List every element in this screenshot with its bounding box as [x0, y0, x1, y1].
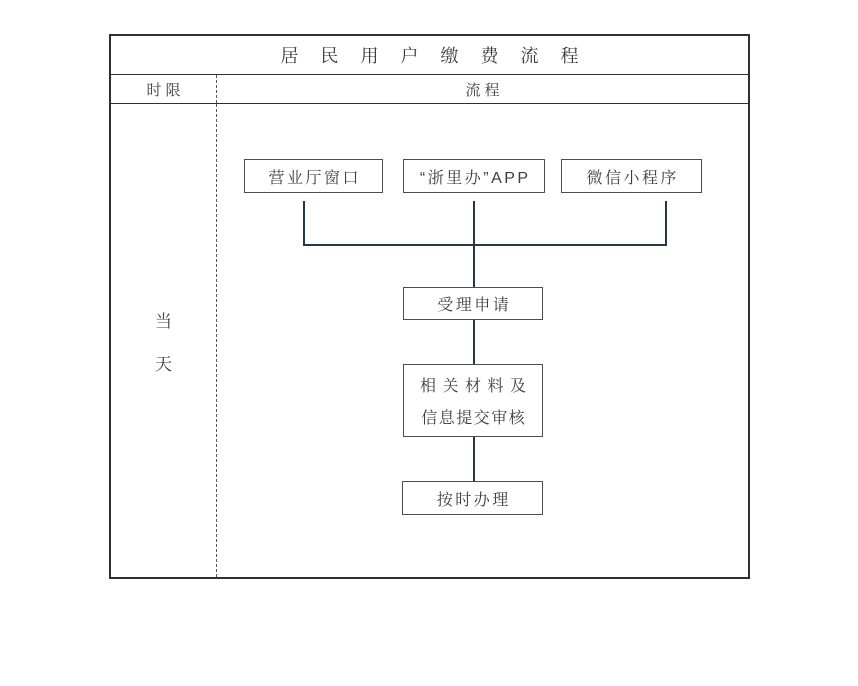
flow-box-materials-review: [403, 364, 543, 437]
flow-box-handle-on-time-label: 按时办理: [436, 491, 511, 509]
flow-box-materials-review-line1: 相关材料及: [419, 378, 533, 395]
connector-stub-left: [303, 201, 305, 246]
page-title: 居民用户缴费流程: [280, 46, 601, 66]
connector-step2-step3: [473, 437, 475, 481]
connector-middle-drop: [473, 201, 475, 287]
time-limit-char-1: 当: [155, 311, 172, 331]
connector-merge-horizontal: [303, 244, 666, 246]
flow-box-wechat-miniprogram-label: 微信小程序: [586, 169, 679, 187]
connector-step1-step2: [473, 320, 475, 364]
flow-box-accept-application: [403, 287, 543, 320]
header-cell-process: [217, 75, 748, 103]
flow-box-handle-on-time: [402, 481, 543, 515]
flow-box-accept-application-label: 受理申请: [437, 297, 512, 314]
flow-box-business-hall-label: 营业厅窗口: [268, 169, 361, 187]
flow-box-wechat-miniprogram: [561, 159, 702, 193]
flow-box-zheliban-app: [403, 159, 545, 193]
flow-box-materials-review-line2: 信息提交审核: [421, 410, 527, 427]
flow-box-business-hall: [244, 159, 383, 193]
process-header-label: 流程: [465, 81, 504, 99]
time-limit-cell: [111, 104, 217, 577]
table-header-row: [111, 75, 748, 104]
time-limit-char-2: 天: [155, 354, 172, 374]
table-title-row: [111, 36, 748, 75]
time-limit-header-label: 时限: [146, 81, 185, 99]
header-cell-time-limit: [111, 75, 217, 103]
flow-box-zheliban-app-label: “浙里办”APP: [419, 169, 531, 187]
connector-stub-right: [665, 201, 667, 246]
